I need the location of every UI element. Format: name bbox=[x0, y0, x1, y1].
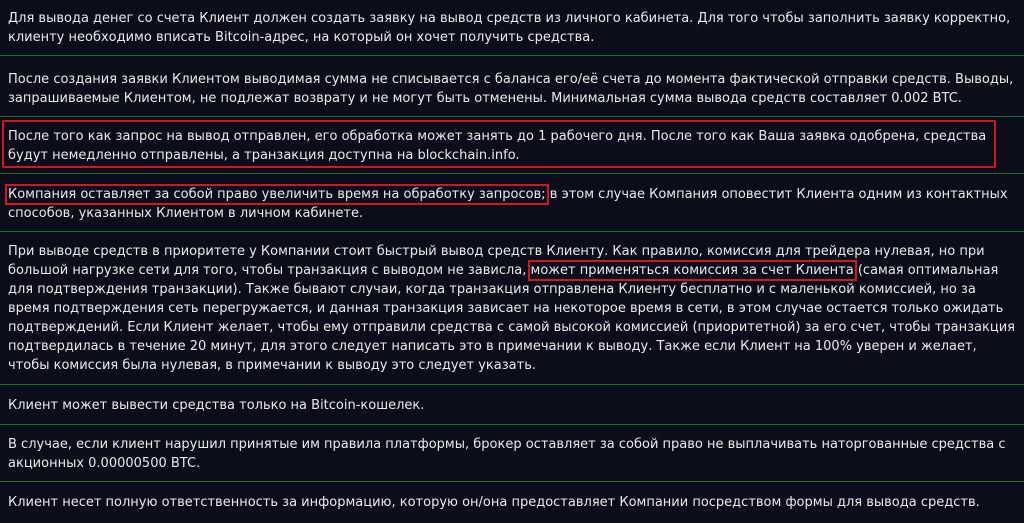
paragraph-balance-deduction: После создания заявки Клиентом выводимая сумма не списывается с баланса его/её счета до момента фактической отправки средств. Выводы, запрашиваемые Клиентом, не подлежат возврату и не могут быть отменены. Минимальная сумма вывода средств составляет 0.002 BTC. bbox=[8, 72, 1014, 106]
paragraph-processing-time: После того как запрос на вывод отправлен, его обработка может занять до 1 рабочего дня. После того как Ваша заявка одобрена, средства будут немедленно отправлены, а транзакция доступна на blockchain.info. bbox=[8, 129, 987, 163]
paragraph-bitcoin-only: Клиент может вывести средства только на Bitcoin-кошелек. bbox=[8, 398, 425, 413]
paragraph-client-responsibility: Клиент несет полную ответственность за информацию, которую он/она предоставляет Компании посредством формы для вывода средств. bbox=[8, 495, 980, 510]
divider bbox=[0, 116, 1024, 117]
paragraph-priority-withdrawal-after: (самая оптимальная для подтверждения транзакции). Также бывают случаи, когда транзакция отправлена Клиенту бесплатно и с маленькой комиссией, но за время подтверждения сеть перегружается, и данная транзакция зависает на некоторое время в сети, в этом случае остается только ожидать подтверждений. Если Клиент желает, чтобы ему отправили средства с самой высокой комиссией (приоритетной) за его счет, чтобы транзакция подтвердилась в течение 20 минут, для этого следует написать это в примечании к выводу. Также если Клиент на 100% уверен и желает, чтобы комиссия была нулевая, в примечании к выводу это следует указать. bbox=[8, 263, 1015, 373]
divider bbox=[0, 384, 1024, 385]
paragraph-priority-withdrawal-before: При выводе средств в приоритете у Компании стоит быстрый вывод средств Клиенту. Как правило, комиссия для трейдера нулевая, но при большой нагрузке сети для того, чтобы транзакция с выводом не зависла, bbox=[8, 244, 985, 278]
divider bbox=[0, 424, 1024, 425]
highlight-company-right: Компания оставляет за собой право увеличить время на обработку запросов; bbox=[8, 187, 546, 202]
paragraph-priority-withdrawal bbox=[8, 242, 1016, 375]
paragraph-processing-extension bbox=[8, 185, 1016, 223]
paragraph-processing-extension-rest: в этом случае Компания оповестит Клиента одним из контактных способов, указанных Клиентом в личном кабинете. bbox=[8, 187, 1008, 221]
highlight-box-processing-time bbox=[2, 120, 996, 168]
divider bbox=[0, 231, 1024, 232]
divider bbox=[0, 481, 1024, 482]
divider bbox=[0, 173, 1024, 174]
divider bbox=[0, 55, 1024, 56]
paragraph-rules-violation: В случае, если клиент нарушил принятые им правила платформы, брокер оставляет за собой право не выплачивать наторгованные средства с акционных 0.00000500 BTC. bbox=[8, 437, 1006, 471]
paragraph-withdrawal-request: Для вывода денег со счета Клиент должен создать заявку на вывод средств из личного кабинета. Для того чтобы заполнить заявку корректно, клиенту необходимо вписать Bitcoin-адрес, на который он хочет получить средства. bbox=[8, 11, 1011, 45]
highlight-client-commission: может применяться комиссия за счет Клиента bbox=[530, 263, 854, 278]
